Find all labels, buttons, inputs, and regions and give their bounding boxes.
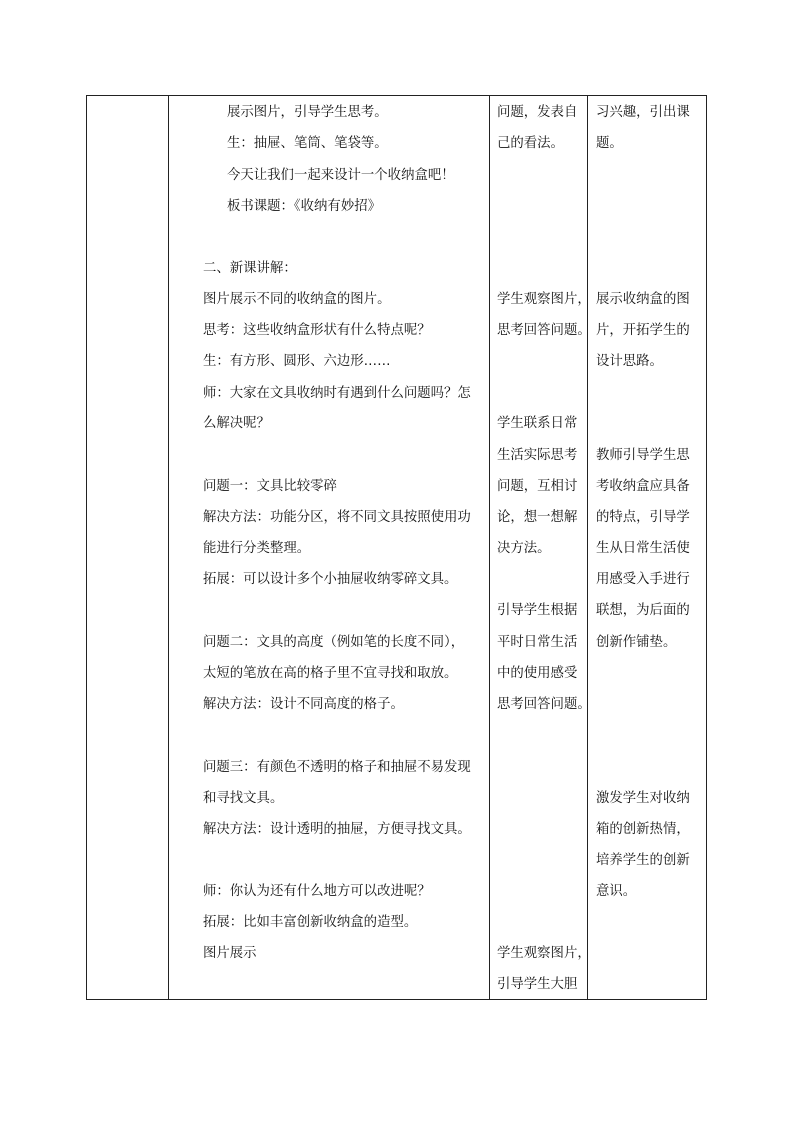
text-line: 展示收纳盒的图 — [596, 292, 690, 307]
text-line: 生：抽屉、笔筒、笔袋等。 — [227, 136, 388, 151]
text-line: 板书课题：《收纳有妙招》 — [227, 199, 381, 214]
text-line: 生：有方形、圆形、六边形…… — [203, 354, 391, 369]
text-line: 引导学生大胆 — [497, 977, 578, 992]
column-divider — [587, 96, 588, 999]
text-line: 生从日常生活使 — [596, 541, 690, 556]
column-divider — [489, 96, 490, 999]
section-cell — [87, 96, 168, 999]
section-heading: 二、新课讲解： — [203, 261, 297, 276]
text-line: 么解决呢？ — [203, 416, 270, 431]
text-line: 考收纳盒应具备 — [596, 479, 690, 494]
text-line: 片，开拓学生的 — [596, 323, 690, 338]
problem-heading: 问题三：有颜色不透明的格子和抽屉不易发现 — [203, 760, 471, 775]
text-line: 教师引导学生思 — [596, 448, 690, 463]
text-line: 图片展示不同的收纳盒的图片。 — [203, 292, 391, 307]
text-line: 和寻找文具。 — [203, 791, 284, 806]
column-divider — [168, 96, 169, 999]
text-line: 培养学生的创新 — [596, 853, 690, 868]
text-line: 思考：这些收纳盒形状有什么特点呢？ — [203, 323, 431, 338]
text-line: 问题，互相讨 — [497, 479, 578, 494]
text-line: 问题，发表自 — [497, 105, 578, 120]
lesson-plan-table — [86, 95, 707, 1000]
text-line: 用感受入手进行 — [596, 572, 690, 587]
text-line: 学生联系日常 — [497, 416, 578, 431]
text-line: 激发学生对收纳 — [596, 791, 690, 806]
text-line: 己的看法。 — [497, 136, 564, 151]
text-line: 学生观察图片， — [497, 946, 591, 961]
text-line: 拓展：比如丰富创新收纳盒的造型。 — [203, 915, 418, 930]
text-line: 思考回答问题。 — [497, 323, 591, 338]
text-line: 能进行分类整理。 — [203, 541, 311, 556]
problem-heading: 问题一：文具比较零碎 — [203, 479, 337, 494]
text-line: 学生观察图片， — [497, 292, 591, 307]
text-line: 思考回答问题。 — [497, 697, 591, 712]
text-line: 展示图片，引导学生思考。 — [227, 105, 388, 120]
problem-heading: 问题二：文具的高度（例如笔的长度不同）， — [203, 635, 465, 650]
text-line: 生活实际思考 — [497, 448, 578, 463]
text-line: 解决方法：设计透明的抽屉，方便寻找文具。 — [203, 822, 471, 837]
text-line: 习兴趣，引出课 — [596, 105, 690, 120]
text-line: 解决方法：设计不同高度的格子。 — [203, 697, 404, 712]
text-line: 决方法。 — [497, 541, 551, 556]
text-line: 设计思路。 — [596, 354, 663, 369]
text-line: 创新作铺垫。 — [596, 635, 677, 650]
text-line: 拓展：可以设计多个小抽屉收纳零碎文具。 — [203, 572, 458, 587]
text-line: 箱的创新热情， — [596, 822, 690, 837]
text-line: 太短的笔放在高的格子里不宜寻找和取放。 — [203, 666, 458, 681]
text-line: 联想，为后面的 — [596, 603, 690, 618]
text-line: 引导学生根据 — [497, 603, 578, 618]
text-line: 题。 — [596, 136, 623, 151]
text-line: 平时日常生活 — [497, 635, 578, 650]
text-line: 图片展示 — [203, 946, 257, 961]
text-line: 的特点，引导学 — [596, 510, 690, 525]
text-line: 意识。 — [596, 884, 637, 899]
text-line: 论，想一想解 — [497, 510, 578, 525]
text-line: 师：大家在文具收纳时有遇到什么问题吗？怎 — [203, 386, 471, 401]
text-line: 解决方法：功能分区，将不同文具按照使用功 — [203, 510, 471, 525]
text-line: 师：你认为还有什么地方可以改进呢？ — [203, 884, 431, 899]
text-line: 中的使用感受 — [497, 666, 578, 681]
text-line: 今天让我们一起来设计一个收纳盒吧！ — [227, 168, 455, 183]
